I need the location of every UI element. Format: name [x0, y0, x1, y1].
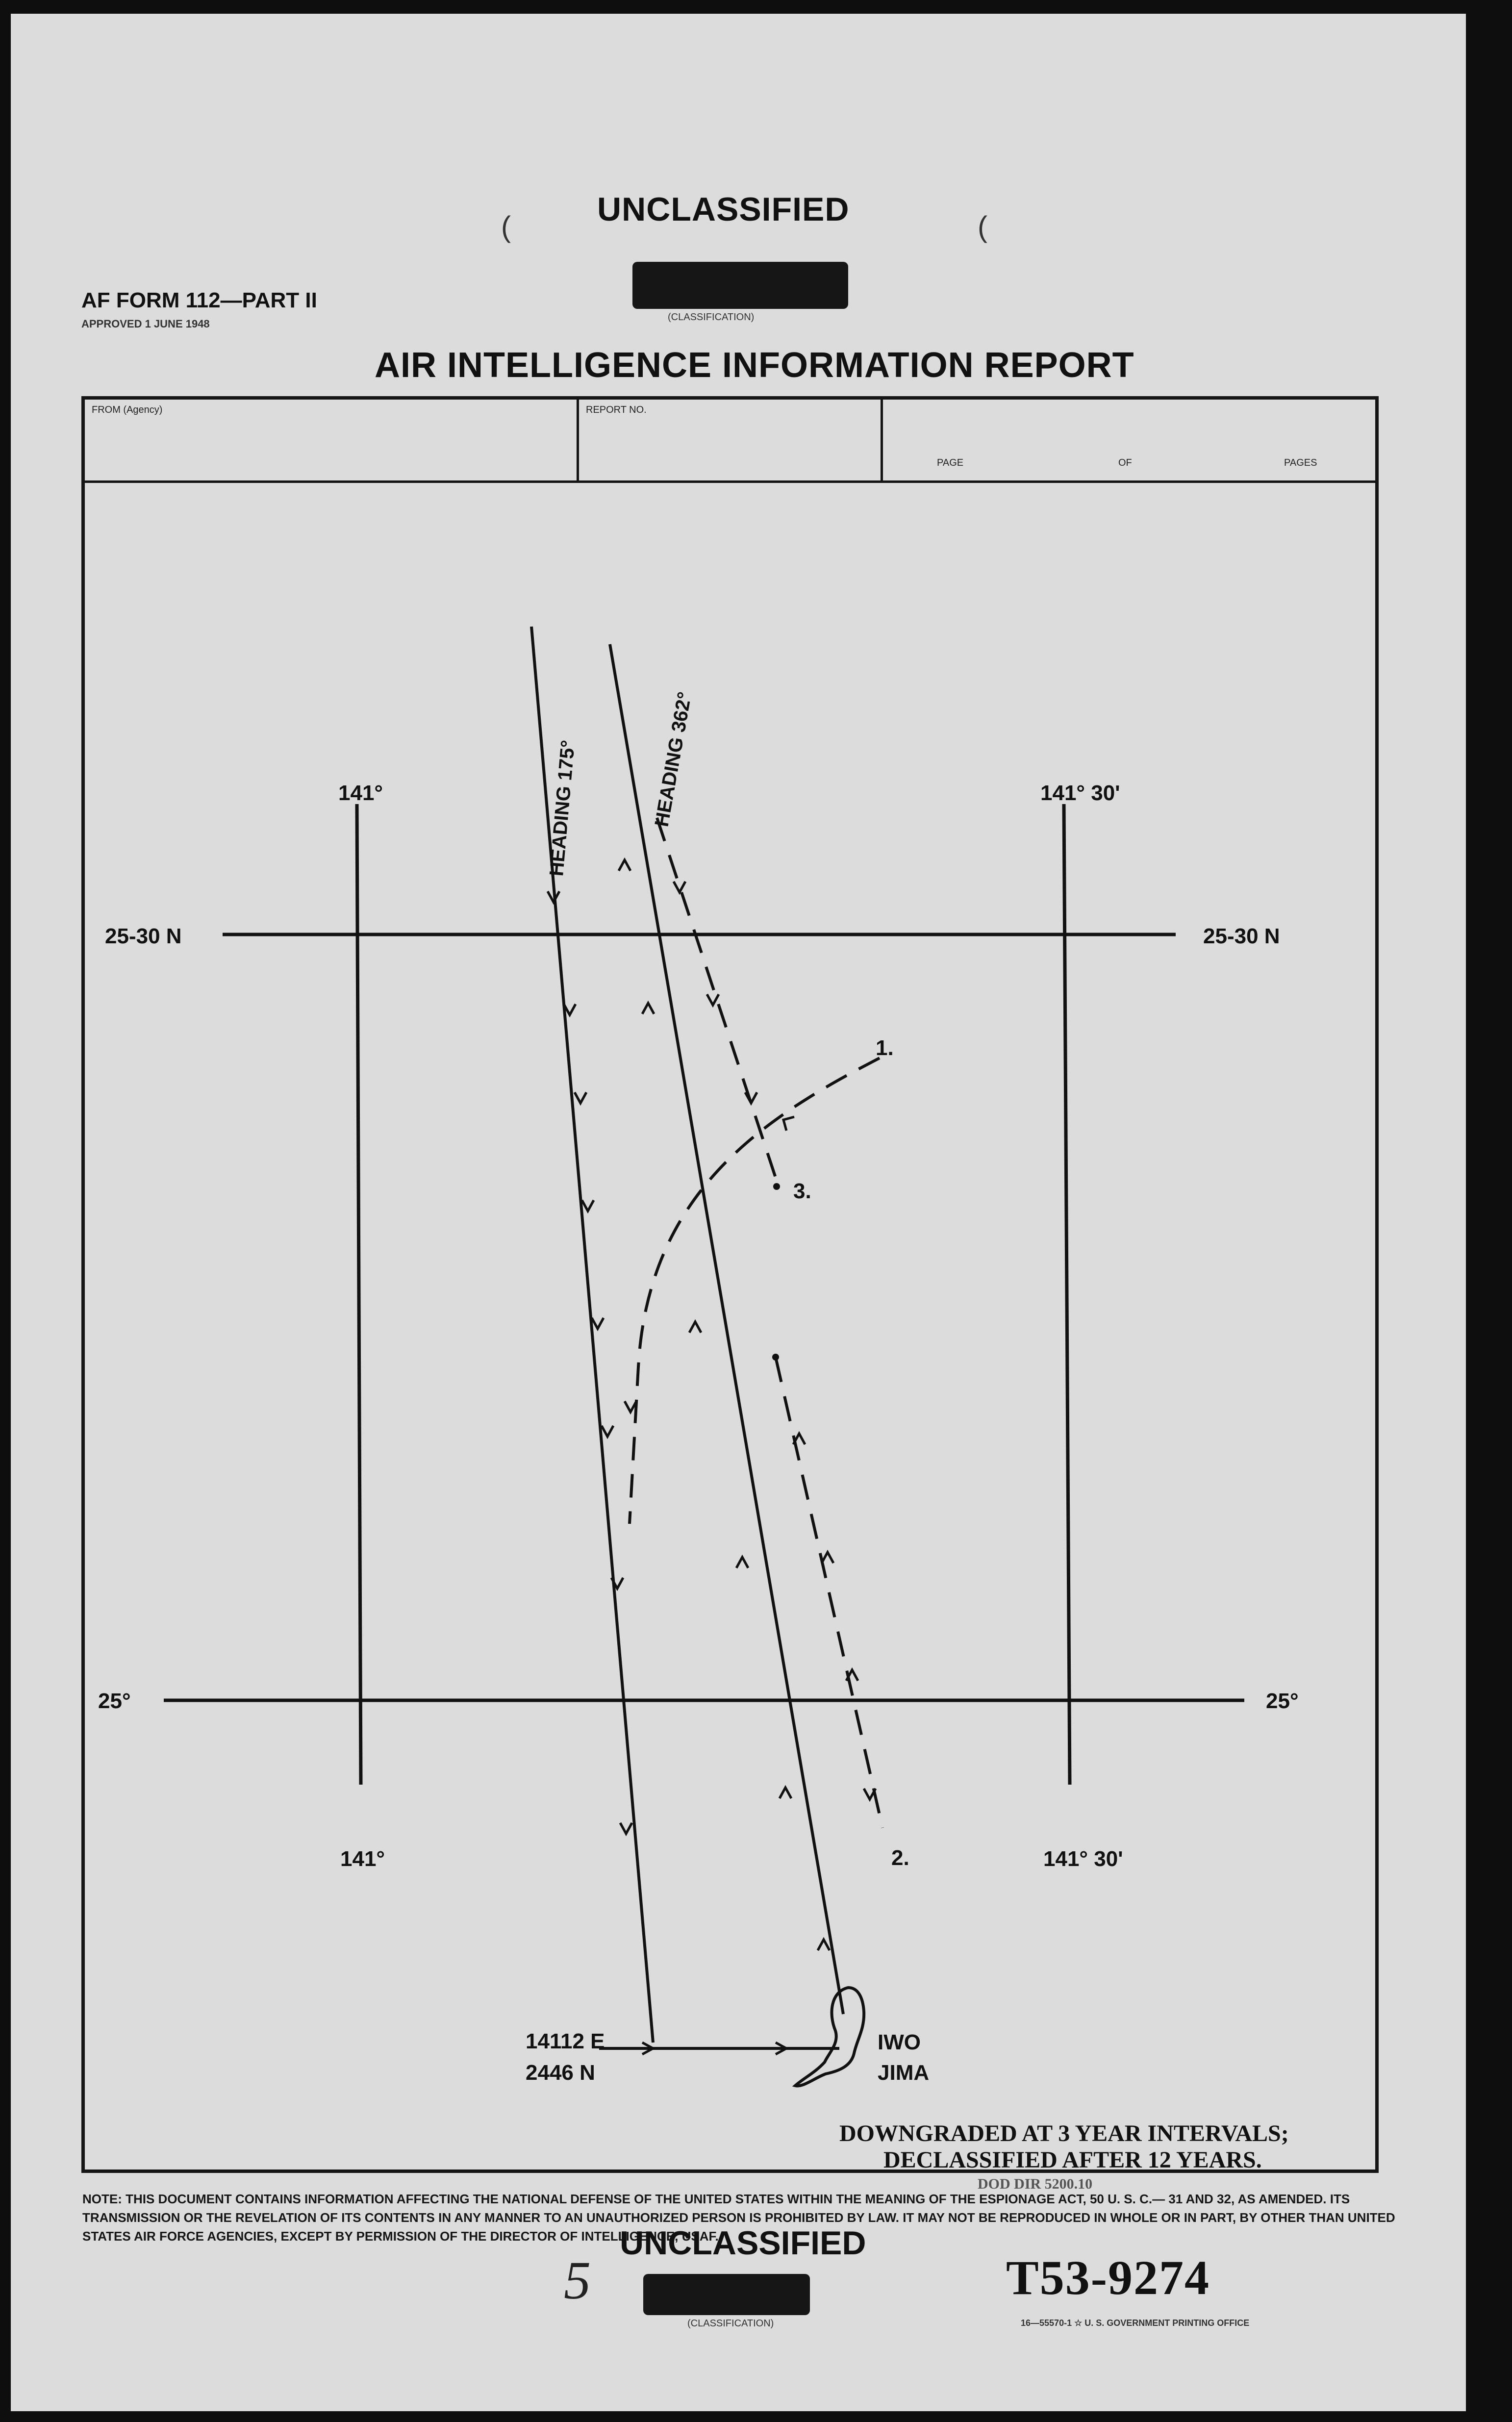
point-2-label: 2. [891, 1846, 909, 1870]
security-note: NOTE: THIS DOCUMENT CONTAINS INFORMATION AFFECTING THE NATIONAL DEFENSE OF THE UNITED STATES WITHIN THE MEANING OF THE ESPIONAGE ACT, 50 U. S. C.— 31 AND 32, AS AMENDED. ITS TRANSMISSION OR THE REVELATION OF ITS CONTENTS IN ANY MANNER TO AN UNAUTHORIZED PERSON IS PROHIBITED BY LAW. IT MAY NOT BE REPRODUCED IN WHOLE OR IN PART, BY OTHER THAN UNITED STATES AIR FORCE AGENCIES, EXCEPT BY PERMISSION OF THE DIRECTOR OF INTELLIGENCE, USAF. [82, 2192, 1395, 2244]
classification-top: UNCLASSIFIED [597, 191, 850, 228]
origin-lon: 14112 E [526, 2029, 605, 2053]
track-map [11, 14, 1466, 2411]
bracket-left: ( [501, 210, 511, 243]
point-2-start-dot [772, 1354, 779, 1361]
meridian-141 [357, 804, 361, 1785]
origin-lat: 2446 N [526, 2061, 595, 2085]
print-line: 16—55570-1 ☆ U. S. GOVERNMENT PRINTING OFFICE [1021, 2318, 1250, 2328]
report-title: AIR INTELLIGENCE INFORMATION REPORT [375, 346, 1134, 385]
of-label: OF [1118, 457, 1132, 468]
lon-141-30-bottom: 141° 30' [1043, 1847, 1123, 1871]
form-id: AF FORM 112—PART II [81, 288, 317, 312]
handwritten-mark: 5 [564, 2250, 591, 2310]
downgrade-line-1: DOWNGRADED AT 3 YEAR INTERVALS; [839, 2120, 1289, 2146]
classification-caption-bottom: (CLASSIFICATION) [687, 2318, 774, 2329]
point-3-dot [773, 1183, 780, 1190]
heading-362-label: HEADING 362° [651, 690, 696, 829]
lon-141-30-top: 141° 30' [1040, 781, 1120, 805]
heading-175-label: HEADING 175° [546, 739, 580, 877]
document-page [11, 14, 1466, 2411]
point-1-label: 1. [876, 1036, 894, 1060]
downgrade-line-3: DOD DIR 5200.10 [978, 2176, 1093, 2192]
report-no-label: REPORT NO. [586, 404, 647, 415]
iwo-jima-outline [795, 1988, 864, 2086]
page-label: PAGE [937, 457, 964, 468]
from-label: FROM (Agency) [92, 404, 163, 415]
classification-caption-top: (CLASSIFICATION) [668, 312, 755, 323]
control-number: T53-9274 [1006, 2250, 1210, 2305]
island-name-line2: JIMA [878, 2061, 930, 2085]
lat-25-30-right: 25-30 N [1203, 924, 1280, 948]
dashed-track-to-2 [776, 1357, 882, 1828]
island-name-line1: IWO [878, 2030, 921, 2054]
lat-25-left: 25° [98, 1689, 131, 1713]
pages-label: PAGES [1284, 457, 1317, 468]
lon-141-top: 141° [338, 781, 383, 805]
lon-141-bottom: 141° [340, 1847, 385, 1871]
meridian-141-30 [1064, 804, 1070, 1785]
bracket-right: ( [978, 210, 987, 243]
lat-25-30-left: 25-30 N [105, 924, 182, 948]
track-heading-362 [610, 644, 843, 2014]
form-approved: APPROVED 1 JUNE 1948 [81, 318, 210, 330]
dashed-curve-from-1 [630, 1058, 880, 1524]
point-3-label: 3. [793, 1179, 811, 1203]
redaction-bar-bottom [643, 2274, 810, 2315]
downgrade-line-2: DECLASSIFIED AFTER 12 YEARS. [883, 2147, 1262, 2173]
lat-25-right: 25° [1266, 1689, 1299, 1713]
classification-bottom: UNCLASSIFIED [620, 2224, 866, 2262]
